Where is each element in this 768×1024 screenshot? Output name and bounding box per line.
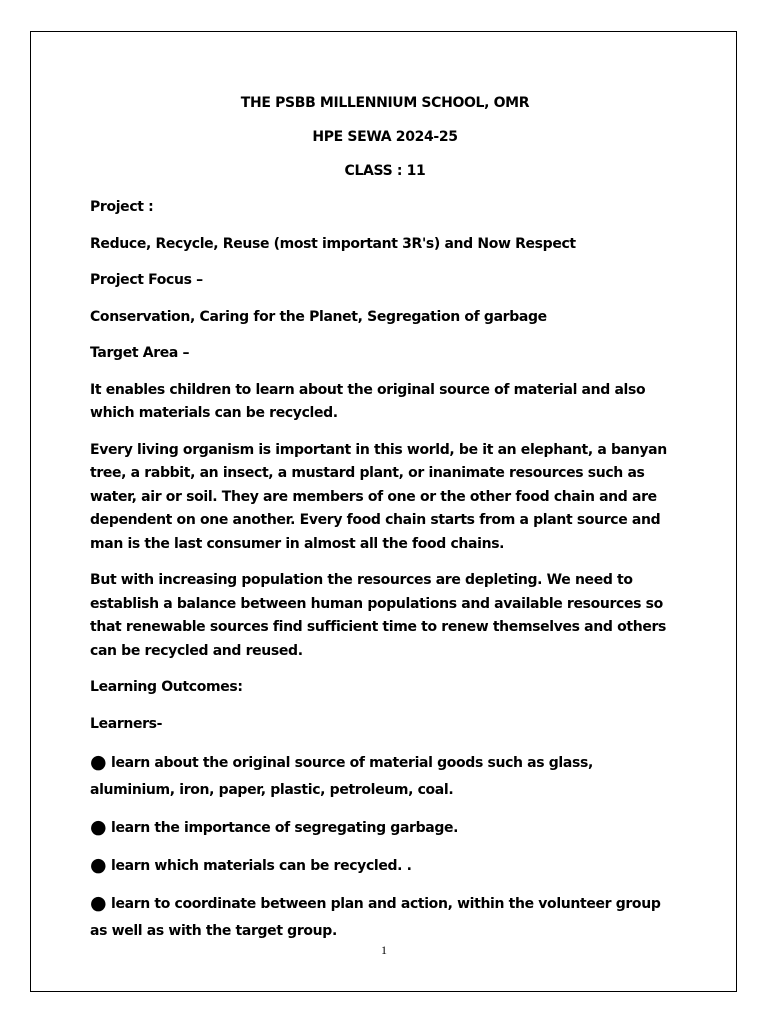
bullet-item [90, 852, 680, 880]
outcomes-label: Learning Outcomes: [90, 679, 243, 695]
paragraph-food-chain: Every living organism is important in this world, be it an elephant, a banyan tree, a rabbit, an insect, a mustard plant, or inanimate resources such as water, air or soil. They are members of one or the other food chain and are dependent on one another. Every food chain starts from a plant source and man is the last consumer in almost all the food chains. [90, 441, 667, 552]
bullet-icon: ● [90, 816, 107, 838]
bullet-item [90, 814, 680, 842]
focus-text: Conservation, Caring for the Planet, Segregation of garbage [90, 308, 547, 325]
bullet-icon: ● [90, 892, 107, 914]
bullet-icon: ● [90, 854, 107, 876]
bullet-text: learn to coordinate between plan and action, within the volunteer group as well as with the target group. [90, 896, 661, 939]
project-label: Project : [90, 199, 154, 215]
project-title: Reduce, Recycle, Reuse (most important 3R's) and Now Respect [90, 235, 576, 252]
bullet-text: learn the importance of segregating garbage. [111, 820, 459, 836]
school-title: THE PSBB MILLENNIUM SCHOOL, OMR [240, 95, 530, 111]
paragraph-population: But with increasing population the resources are depleting. We need to establish a balance between human populations and available resources so that renewable sources find sufficient time to renew themselves and others can be recycled and reused. [90, 572, 667, 659]
document-content [90, 94, 680, 955]
class-title: CLASS : 11 [344, 163, 426, 179]
bullet-item [90, 890, 680, 945]
paragraph-intro: It enables children to learn about the original source of material and also which materials can be recycled. [90, 381, 646, 421]
page-number: 1 [381, 943, 387, 957]
bullet-text: learn about the original source of material goods such as glass, aluminium, iron, paper, plastic, petroleum, coal. [90, 755, 593, 798]
bullet-text: learn which materials can be recycled. . [111, 858, 412, 874]
learners-label: Learners- [90, 715, 163, 732]
program-title: HPE SEWA 2024-25 [312, 129, 458, 145]
focus-label: Project Focus – [90, 272, 203, 288]
bullet-item [90, 749, 680, 804]
target-label: Target Area – [90, 345, 190, 361]
bullet-icon: ● [90, 751, 107, 773]
